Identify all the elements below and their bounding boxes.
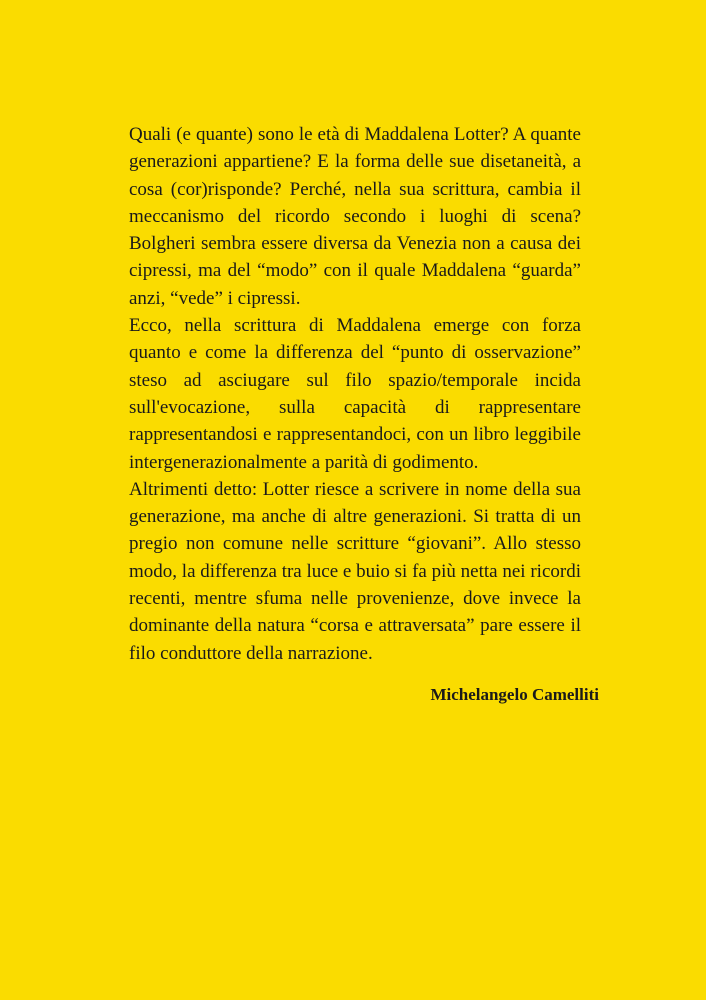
paragraph-1: Quali (e quante) sono le età di Maddalena Lotter? A quante generazioni appartiene? E la forma delle sue disetaneità, a cosa (cor)risponde? Perché, nella sua scrittura, cambia il meccanismo del ricordo secondo i luoghi di scena? Bolgheri sembra essere diversa da Venezia non a causa dei cipressi, ma del “modo” con il quale Maddalena “guarda” anzi, “vede” i cipressi. xyxy=(129,124,581,309)
author-signature: Michelangelo Camelliti xyxy=(430,685,599,704)
blurb-text xyxy=(129,121,581,667)
paragraph-2: Ecco, nella scrittura di Maddalena emerge con forza quanto e come la differenza del “punto di osservazione” steso ad asciugare sul filo spazio/temporale incida sull'evocazione, sulla capacità di rappresentare rappresentandosi e rappresentandoci, con un libro leggibile intergenerazionalmente a parità di godimento. xyxy=(129,315,581,473)
paragraph-3: Altrimenti detto: Lotter riesce a scrivere in nome della sua generazione, ma anche di altre generazioni. Si tratta di un pregio non comune nelle scritture “giovani”. Allo stesso modo, la differenza tra luce e buio si fa più netta nei ricordi recenti, mentre sfuma nelle provenienze, dove invece la dominante della natura “corsa e attraversata” pare essere il filo conduttore della narrazione. xyxy=(129,478,581,664)
